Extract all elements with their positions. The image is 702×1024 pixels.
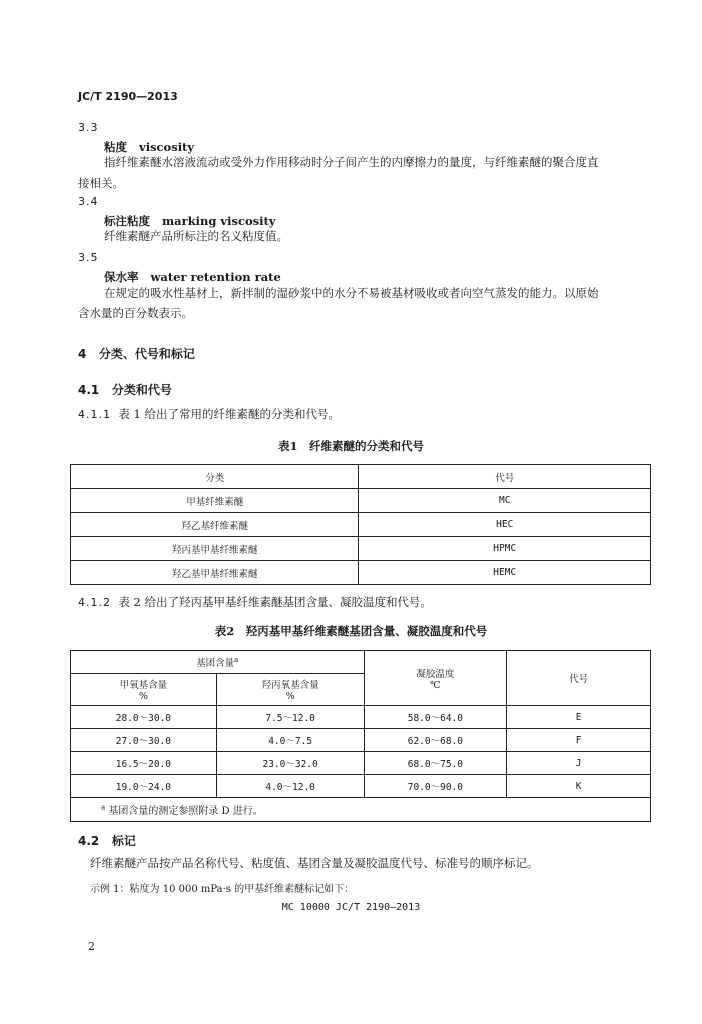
clause-3-3-number: 3.3 [78, 121, 99, 134]
table-cell: 70.0～90.0 [364, 775, 507, 798]
table1 [70, 464, 651, 585]
table-cell: 16.5～20.0 [71, 752, 217, 775]
standard-number-header: JC/T 2190—2013 [78, 90, 178, 103]
table-cell: E [507, 706, 651, 729]
table-cell: 4.0～7.5 [216, 729, 364, 752]
header-text: 甲氧基含量 [119, 680, 168, 691]
table-cell: 羟乙基甲基纤维素醚 [71, 561, 359, 585]
table-cell: 28.0～30.0 [71, 706, 217, 729]
table-cell: 甲基纤维素醚 [71, 489, 359, 513]
table2-header-methoxy [71, 674, 217, 706]
clause-3-3-definition-line2: 接相关。 [78, 176, 124, 190]
term-cn: 标注粘度 [104, 214, 150, 228]
table1-caption: 表1 纤维素醚的分类和代号 [277, 439, 424, 453]
table-cell: HEC [359, 513, 651, 537]
clause-3-3-definition-line1: 指纤维素醚水溶液流动或受外力作用移动时分子间产生的内摩擦力的量度，与纤维素醚的聚合度直 [104, 155, 599, 169]
clause-3-4-number: 3.4 [78, 195, 99, 208]
table2 [70, 650, 651, 822]
table-cell: 羟丙基甲基纤维素醚 [71, 537, 359, 561]
table2-header-code: 代号 [507, 651, 651, 706]
table-cell: HPMC [359, 537, 651, 561]
footnote-mark: a [234, 655, 239, 664]
table-cell: F [507, 729, 651, 752]
table-row [71, 752, 651, 775]
term-en: water retention rate [150, 270, 281, 284]
table-row [71, 537, 651, 561]
table2-header-hydroxypropoxy [216, 674, 364, 706]
header-unit: % [285, 691, 295, 702]
clause-3-5-definition-line1: 在规定的吸水性基材上，新拌制的湿砂浆中的水分不易被基材吸收或者向空气蒸发的能力。以原始 [104, 286, 599, 300]
clause-number: 4.1.1 [78, 408, 111, 421]
table-cell: 68.0～75.0 [364, 752, 507, 775]
table-cell: 27.0～30.0 [71, 729, 217, 752]
term-cn: 粘度 [104, 140, 127, 154]
term-cn: 保水率 [104, 270, 139, 284]
clause-3-4-definition: 纤维素醚产品所标注的名义粘度值。 [104, 229, 288, 243]
table-row [71, 706, 651, 729]
header-unit: % [138, 691, 148, 702]
table-row [71, 513, 651, 537]
clause-text: 表 2 给出了羟丙基甲基纤维素醚基团含量、凝胶温度和代号。 [118, 595, 432, 609]
header-unit: ℃ [430, 679, 441, 691]
table-cell: MC [359, 489, 651, 513]
table2-caption: 表2 羟丙基甲基纤维素醚基团含量、凝胶温度和代号 [214, 624, 488, 638]
table-cell: HEMC [359, 561, 651, 585]
table2-footnote [71, 798, 651, 822]
section-title: 分类、代号和标记 [98, 347, 195, 361]
table1-header-category: 分类 [71, 465, 359, 489]
table2-header-group-content [71, 651, 365, 674]
header-text: 凝胶温度 [416, 668, 455, 680]
clause-text: 表 1 给出了常用的纤维素醚的分类和代号。 [118, 407, 340, 421]
section-title: 标记 [111, 834, 136, 848]
footnote-mark: a [101, 803, 106, 812]
table-cell: K [507, 775, 651, 798]
clause-number: 4.1.2 [78, 596, 111, 609]
table1-header-code: 代号 [359, 465, 651, 489]
section-4-heading [78, 345, 195, 362]
table-cell: 7.5～12.0 [216, 706, 364, 729]
section-number: 4.1 [78, 383, 100, 397]
table-row [71, 561, 651, 585]
clause-3-5-number: 3.5 [78, 251, 99, 264]
clause-4-2-text: 纤维素醚产品按产品名称代号、粘度值、基团含量及凝胶温度代号、标准号的顺序标记。 [90, 856, 539, 870]
section-number: 4.2 [78, 834, 100, 848]
page-number: 2 [88, 940, 95, 953]
section-4-2-heading [78, 832, 136, 849]
table-cell: 62.0～68.0 [364, 729, 507, 752]
table2-header-gel-temp [364, 651, 507, 706]
table-cell: 19.0～24.0 [71, 775, 217, 798]
table-cell: J [507, 752, 651, 775]
section-4-1-heading [78, 381, 172, 398]
term-en: marking viscosity [162, 214, 276, 228]
section-number: 4 [78, 347, 87, 361]
header-text: 羟丙氧基含量 [261, 680, 319, 691]
example-1: 示例 1：粘度为 10 000 mPa·s 的甲基纤维素醚标记如下： [90, 884, 355, 895]
table-row [71, 729, 651, 752]
section-title: 分类和代号 [111, 383, 172, 397]
table-cell: 23.0～32.0 [216, 752, 364, 775]
table-cell: 4.0～12.0 [216, 775, 364, 798]
clause-3-5-definition-line2: 含水量的百分数表示。 [78, 306, 193, 320]
header-text: 基团含量 [196, 658, 235, 669]
clause-4-1-2 [78, 592, 432, 613]
table-cell: 羟乙基纤维素醚 [71, 513, 359, 537]
term-en: viscosity [139, 140, 195, 154]
table-row [71, 775, 651, 798]
marking-example: MC 10000 JC/T 2190—2013 [281, 902, 421, 913]
table-cell: 58.0～64.0 [364, 706, 507, 729]
table-row [71, 489, 651, 513]
footnote-text: 基团含量的测定参照附录 D 进行。 [108, 806, 263, 817]
clause-4-1-1 [78, 404, 340, 425]
